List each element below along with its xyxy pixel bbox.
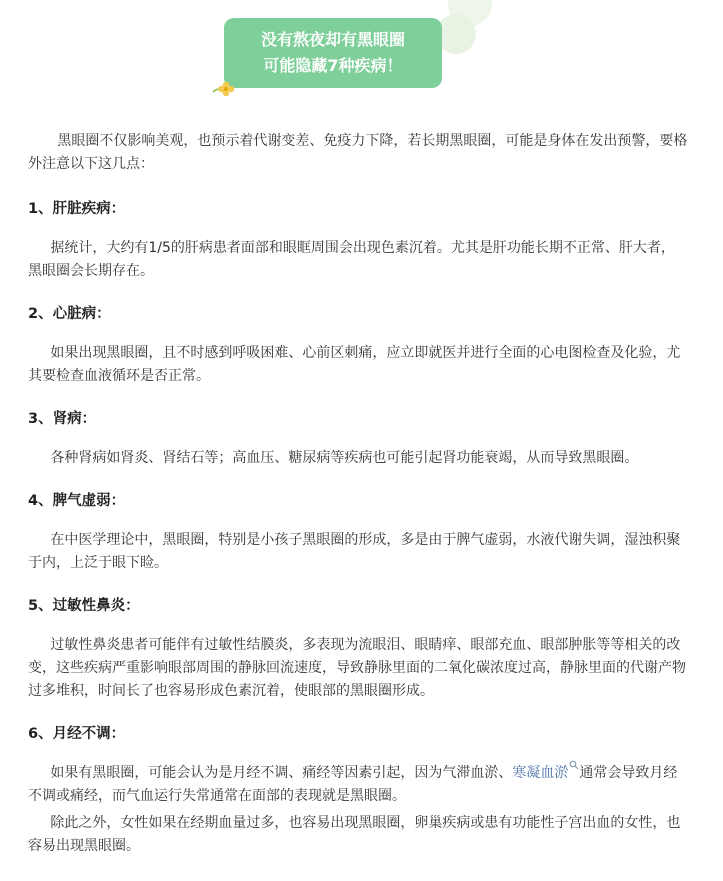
section-text-after-link: 通常会导致月经不调或痛经，而气血运行失常通常在面部的表现就是黑眼圈。: [28, 765, 678, 804]
section-heading: 3、肾病：: [28, 411, 97, 427]
section-text-extra: 除此之外，女性如果在经期血量过多，也容易出现黑眼圈，卵巢疾病或患有功能性子宫出血的女性，也容易出现黑眼圈。: [28, 815, 681, 854]
intro-paragraph: 黑眼圈不仅影响美观，也预示着代谢变差、免疫力下降，若长期黑眼圈，可能是身体在发出预警，要格外注意以下这几点：: [28, 133, 688, 172]
section-text: 据统计，大约有1/5的肝病患者面部和眼眶周围会出现色素沉着。尤其是肝功能长期不正常、肝大者，黑眼圈会长期存在。: [28, 240, 675, 279]
section-heading: 4、脾气虚弱：: [28, 493, 126, 509]
flower-icon: [210, 78, 236, 100]
section-heading: 1、肝脏疾病：: [28, 201, 126, 217]
section-heading: 6、月经不调：: [28, 726, 126, 742]
search-icon[interactable]: [569, 760, 579, 770]
section-text: 各种肾病如肾炎、肾结石等；高血压、糖尿病等疾病也可能引起肾功能衰竭，从而导致黑眼圈。: [50, 450, 639, 466]
section-text: [28, 762, 688, 808]
keyword-link[interactable]: 寒凝血淤: [512, 765, 569, 781]
banner-title-line2: 可能隐藏7种疾病！: [263, 56, 403, 75]
section-heading: 5、过敏性鼻炎：: [28, 598, 140, 614]
title-banner: [224, 18, 442, 88]
section-text: 在中医学理论中，黑眼圈，特别是小孩子黑眼圈的形成，多是由于脾气虚弱，水液代谢失调，湿浊积聚于内，上泛于眼下睑。: [28, 532, 681, 571]
section-text: 如果出现黑眼圈，且不时感到呼吸困难、心前区刺痛，应立即就医并进行全面的心电图检查及化验，尤其要检查血液循环是否正常。: [28, 345, 681, 384]
section-text: 过敏性鼻炎患者可能伴有过敏性结膜炎，多表现为流眼泪、眼睛痒、眼部充血、眼部肿胀等等相关的改变，这些疾病严重影响眼部周围的静脉回流速度，导致静脉里面的二氧化碳浓度过高，静脉里面的代谢产物过多堆积，时间长了也容易形成色素沉着，使眼部的黑眼圈形成。: [28, 637, 686, 699]
banner-area: [0, 0, 723, 120]
banner-title-line1: 没有熬夜却有黑眼圈: [260, 30, 405, 49]
article-body: [28, 130, 688, 878]
section-heading: 2、心脏病：: [28, 306, 111, 322]
decor-circle: [436, 14, 476, 54]
section-text-before-link: 如果有黑眼圈，可能会认为是月经不调、痛经等因素引起，因为气滞血淤、: [50, 765, 513, 781]
